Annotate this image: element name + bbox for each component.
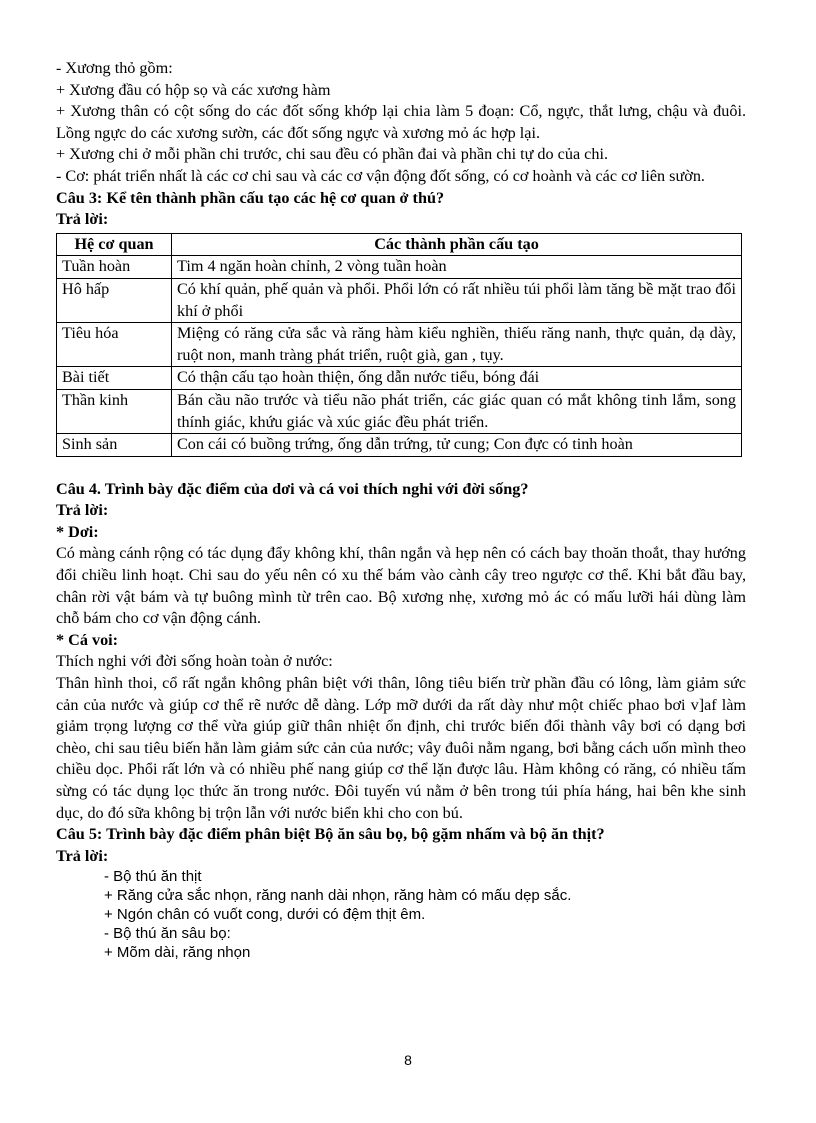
table-cell-components: Tim 4 ngăn hoàn chỉnh, 2 vòng tuần hoàn — [172, 256, 742, 279]
question-5-heading: Câu 5: Trình bày đặc điểm phân biệt Bộ ăn sâu bọ, bộ gặm nhấm và bộ ăn thịt? — [56, 825, 605, 844]
table-cell-components: Có khí quản, phế quản và phổi. Phổi lớn có rất nhiều túi phổi làm tăng bề mặt trao đổi khí ở phổi — [172, 278, 742, 322]
spacer — [56, 457, 746, 479]
table-row — [57, 389, 742, 433]
table-cell-components: Miệng có răng cửa sắc và răng hàm kiểu nghiền, thiếu răng nanh, thực quản, dạ dày, ruột non, manh tràng phát triển, ruột già, gan , tụy. — [172, 323, 742, 367]
table-cell-system: Sinh sản — [57, 434, 172, 457]
page-number: 8 — [404, 1052, 412, 1068]
organ-systems-table — [56, 233, 742, 457]
question-4-answer-label: Trả lời: — [56, 501, 109, 520]
table-cell-components: Con cái có buồng trứng, ống dẫn trứng, tử cung; Con đực có tinh hoàn — [172, 434, 742, 457]
table-cell-system: Hô hấp — [57, 278, 172, 322]
table-cell-system: Tuần hoàn — [57, 256, 172, 279]
table-row — [57, 278, 742, 322]
whale-heading: * Cá voi: — [56, 630, 119, 649]
table-row — [57, 434, 742, 457]
answer-line: + Răng cửa sắc nhọn, răng nanh dài nhọn, răng hàm có mấu dẹp sắc. — [104, 887, 572, 905]
table-cell-components: Bán cầu não trước và tiểu não phát triển, các giác quan có mắt không tinh lắm, song thính giác, khứu giác và xúc giác đều phát triển. — [172, 389, 742, 433]
table-header-cell: Các thành phần cấu tạo — [172, 233, 742, 256]
intro-line: - Xương thỏ gồm: — [56, 59, 173, 77]
table-cell-components: Có thận cấu tạo hoàn thiện, ống dẫn nước tiểu, bóng đái — [172, 367, 742, 390]
bat-heading: * Dơi: — [56, 522, 99, 541]
table-row — [57, 323, 742, 367]
intro-line: + Xương thân có cột sống do các đốt sống khớp lại chia làm 5 đoạn: Cổ, ngực, thắt lưng, chậu và đuôi. Lồng ngực do các xương sườn, các đốt sống ngực và xương mỏ ác hợp lại. — [56, 102, 746, 142]
table-cell-system: Bài tiết — [57, 367, 172, 390]
question-3-answer-label: Trả lời: — [56, 210, 109, 229]
document-page — [56, 58, 746, 962]
question-3-heading: Câu 3: Kể tên thành phần cấu tạo các hệ cơ quan ở thú? — [56, 188, 445, 207]
answer-line: + Ngón chân có vuốt cong, dưới có đệm thịt êm. — [104, 906, 426, 924]
bat-paragraph: Có màng cánh rộng có tác dụng đẩy không khí, thân ngắn và hẹp nên có cách bay thoăn thoắt, thay hướng đổi chiều linh hoạt. Chi sau do yếu nên có xu thế bám vào cành cây treo ngược cơ thể. Khi bắt đầu bay, chân rời vật bám và tự buông mình từ trên cao. Bộ xương nhẹ, xương mỏ ác có mấu lưỡi hái dùng làm chỗ bám cho cơ vận động cánh. — [56, 544, 746, 628]
question-5-answer-label: Trả lời: — [56, 846, 109, 865]
answer-line: + Mõm dài, răng nhọn — [104, 944, 251, 962]
table-cell-system: Tiêu hóa — [57, 323, 172, 367]
table-header-row — [57, 233, 742, 256]
table-header-cell: Hệ cơ quan — [57, 233, 172, 256]
table-cell-system: Thần kinh — [57, 389, 172, 433]
table-row — [57, 367, 742, 390]
whale-paragraph: Thân hình thoi, cổ rất ngắn không phân biệt với thân, lông tiêu biến trừ phần đầu có lông, làm giảm sức cản của nước và giúp cơ thể rẽ nước dễ dàng. Lớp mỡ dưới da rất dày như một chiếc phao bơi v]af làm giảm trọng lượng cơ thể vừa giúp giữ thân nhiệt ổn định, chi trước biến đổi thành vây bơi có dạng bơi chèo, chi sau tiêu biến hẳn làm giảm sức cản của nước; vây đuôi nằm ngang, bơi bằng cách uốn mình theo chiều dọc. Phổi rất lớn và có nhiều phế nang giúp cơ thể lặn được lâu. Hàm không có răng, có nhiều tấm sừng có tác dụng lọc thức ăn trong nước. Đôi tuyến vú nằm ở bên trong túi phía háng, hai bên khe sinh dục, do đó sữa không bị trộn lẫn với nước biển khi cho con bú. — [56, 674, 746, 822]
whale-intro: Thích nghi với đời sống hoàn toàn ở nước: — [56, 652, 333, 671]
intro-line: - Cơ: phát triển nhất là các cơ chi sau và các cơ vận động đốt sống, có cơ hoành và các cơ liên sườn. — [56, 166, 705, 185]
answer-line: - Bộ thú ăn sâu bọ: — [104, 925, 231, 943]
question-4-heading: Câu 4. Trình bày đặc điểm của dơi và cá voi thích nghi với đời sống? — [56, 479, 529, 498]
answer-line: - Bộ thú ăn thịt — [104, 868, 202, 886]
intro-line: + Xương đầu có hộp sọ và các xương hàm — [56, 80, 331, 99]
table-row — [57, 256, 742, 279]
intro-line: + Xương chi ở mỗi phần chi trước, chi sau đều có phần đai và phần chi tự do của chi. — [56, 145, 609, 164]
